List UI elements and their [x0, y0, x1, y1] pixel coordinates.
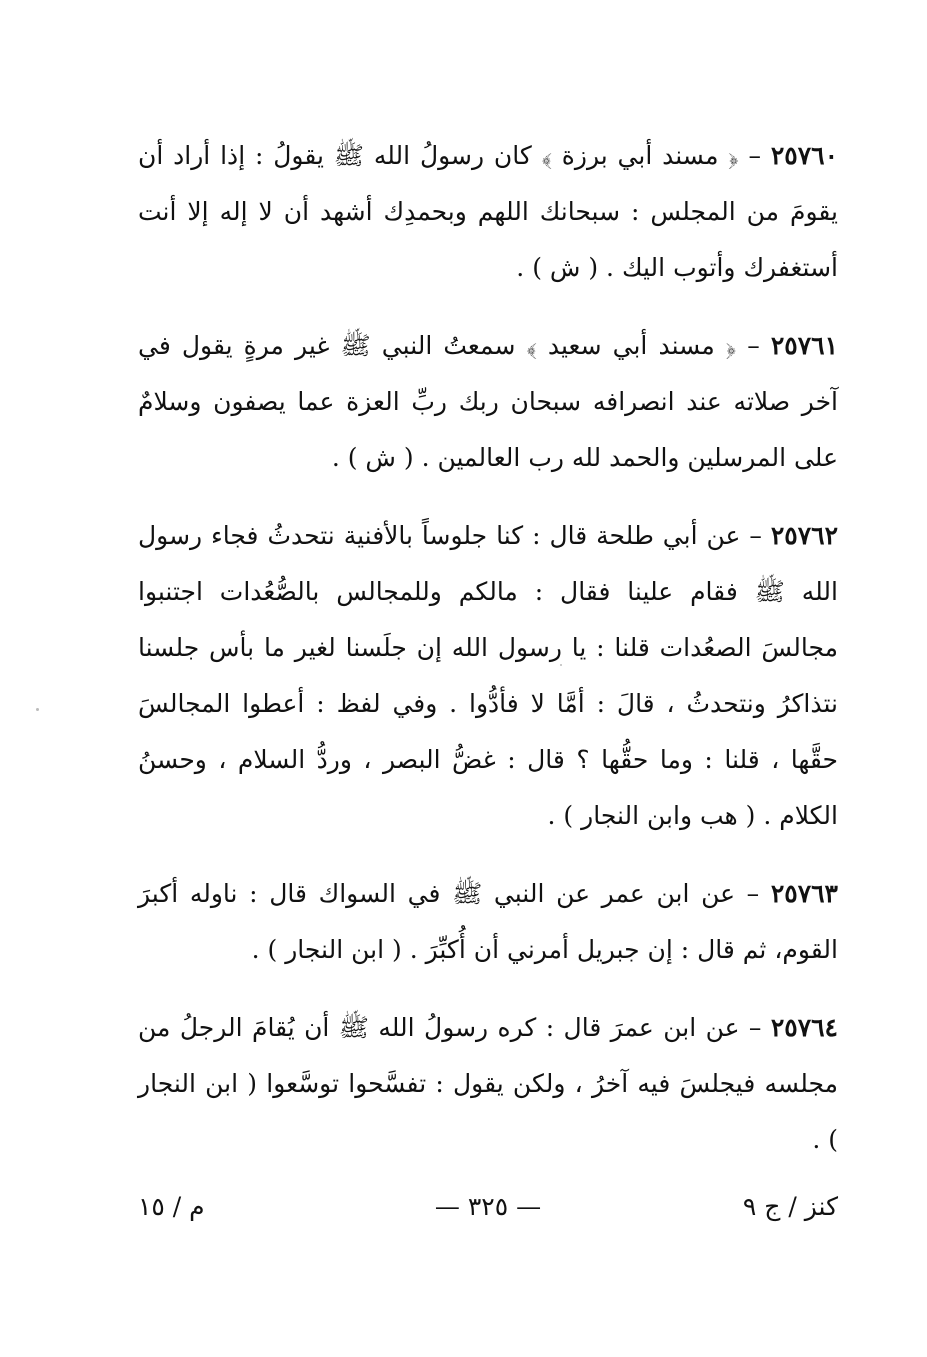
hadith-entry-25763: [138, 866, 838, 978]
hadith-number: ٢٥٧٦٤: [770, 1013, 838, 1042]
signature-mark: م / ١٥: [138, 1192, 205, 1221]
hadith-text: – عن ابن عمر عن النبي ﷺ في السواك قال : ناوله أكبرَ القوم، ثم قال : إن جبريل أمرني أن أُكبِّرَ . ( ابن النجار ) .: [138, 879, 838, 964]
hadith-text: – عن ابن عمرَ قال : كره رسولُ الله ﷺ أن يُقامَ الرجلُ من مجلسه فيجلسَ فيه آخرُ ، ولكن يقول : تفسَّحوا توسَّعوا ( ابن النجار ) .: [138, 1013, 838, 1154]
hadith-entry-25762: [138, 508, 838, 844]
scan-speck: [36, 708, 39, 711]
hadith-number: ٢٥٧٦٢: [770, 521, 838, 550]
page-footer: [138, 1192, 838, 1232]
volume-label: كنز / ج ٩: [742, 1192, 838, 1221]
hadith-entry-25761: [138, 318, 838, 486]
hadith-text: – ﴿ مسند أبي برزة ﴾ كان رسولُ الله ﷺ يقولُ : إذا أراد أن يقومَ من المجلس : سبحانك اللهم وبحمدِك أشهد أن لا إله إلا أنت أستغفرك وأتوب اليك . ( ش ) .: [138, 141, 838, 282]
page-number: — ٣٢٥ —: [434, 1192, 542, 1221]
hadith-text: – عن أبي طلحة قال : كنا جلوساً بالأفنية نتحدثُ فجاء رسول الله ﷺ فقام علينا فقال : مالكم وللمجالس بالصُّعُدات اجتنبوا مجالسَ الصعُدات قلنا : يا رسول الله إن جلَسنا لغير ما بأس جلسنا نتذاكرُ ونتحدثُ ، قالَ : أمَّا لا فأدُّوا . وفي لفظ : أعطوا المجالسَ حقَّها ، قلنا : وما حقُّها ؟ قال : غضُّ البصر ، وردُّ السلام ، وحسنُ الكلام . ( هب وابن النجار ) .: [138, 521, 838, 830]
scan-speck: [560, 664, 562, 666]
hadith-list: [138, 128, 838, 1190]
hadith-entry-25764: [138, 1000, 838, 1168]
hadith-number: ٢٥٧٦٠: [770, 141, 838, 170]
hadith-text: – ﴿ مسند أبي سعيد ﴾ سمعتُ النبي ﷺ غير مرةٍ يقول في آخر صلاته عند انصرافه سبحان ربك ربِّ العزة عما يصفون وسلامٌ على المرسلين والحمد لله رب العالمين . ( ش ) .: [138, 331, 838, 472]
hadith-number: ٢٥٧٦٣: [770, 879, 838, 908]
hadith-entry-25760: [138, 128, 838, 296]
hadith-number: ٢٥٧٦١: [770, 331, 838, 360]
